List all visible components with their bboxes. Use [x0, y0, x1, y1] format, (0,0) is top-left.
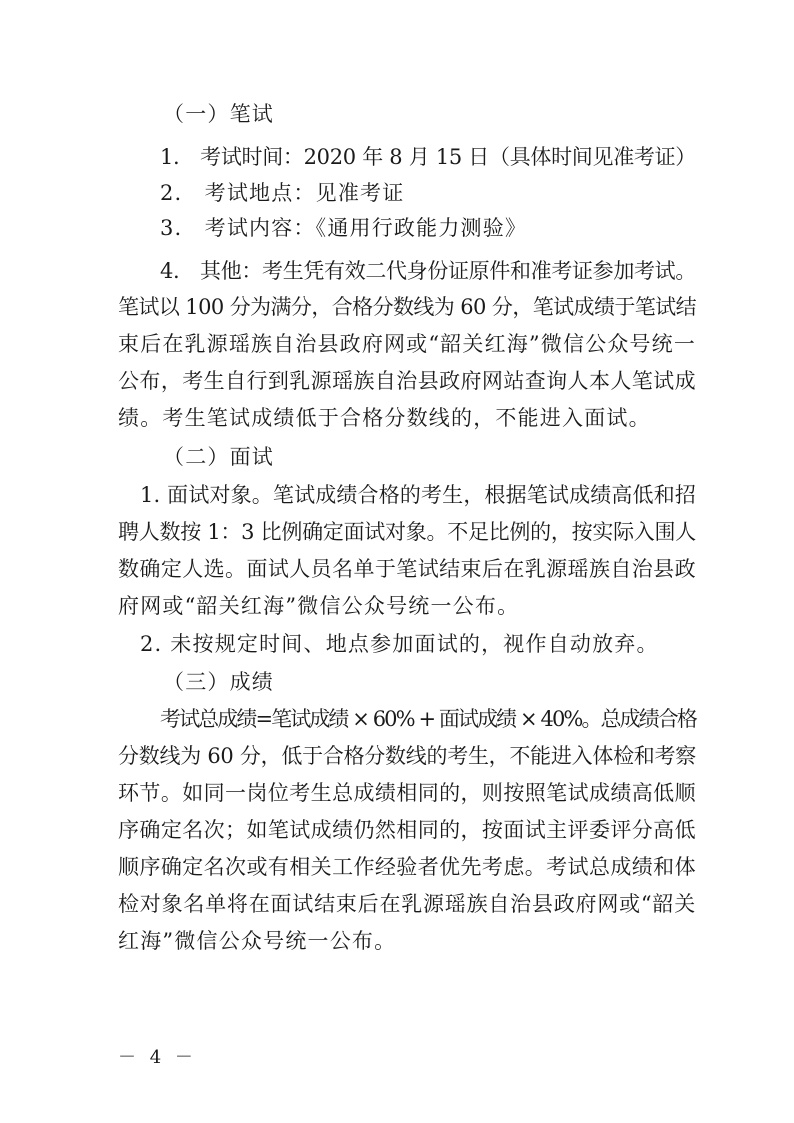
exam-time: 1. 考试时间：2020 年 8 月 15 日（具体时间见准考证）: [160, 145, 696, 169]
body-line: 公布，考生自行到乳源瑶族自治县政府网站查询人本人笔试成: [118, 369, 696, 393]
heading-written-exam: （一）笔试: [163, 102, 274, 126]
body-line: 绩。考生笔试成绩低于合格分数线的，不能进入面试。: [118, 406, 651, 430]
body-line: 分数线为 60 分，低于合格分数线的考生，不能进入体检和考察: [118, 744, 696, 768]
body-line: 顺序确定名次或有相关工作经验者优先考虑。考试总成绩和体: [118, 855, 696, 879]
exam-location: 2. 考试地点：见准考证: [160, 181, 405, 205]
body-line: 笔试以 100 分为满分，合格分数线为 60 分，笔试成绩于笔试结: [118, 295, 696, 319]
body-line: 束后在乳源瑶族自治县政府网或“韶关红海”微信公众号统一: [118, 332, 696, 356]
body-line: 红海”微信公众号统一公布。: [118, 929, 397, 953]
body-line: 数确定人选。面试人员名单于笔试结束后在乳源瑶族自治县政: [118, 557, 696, 581]
body-line: 检对象名单将在面试结束后在乳源瑶族自治县政府网或“韶关: [118, 892, 696, 916]
heading-interview: （二）面试: [163, 445, 274, 469]
body-line: 环节。如同一岗位考生总成绩相同的，则按照笔试成绩高低顺: [118, 781, 696, 805]
page-number: － 4 －: [118, 1047, 197, 1068]
interview-target: 1. 面试对象。笔试成绩合格的考生，根据笔试成绩高低和招: [140, 483, 696, 507]
exam-content: 3. 考试内容：《通用行政能力测验》: [160, 216, 528, 240]
score-formula: 考试总成绩=笔试成绩 × 60% + 面试成绩 × 40%。总成绩合格: [160, 707, 696, 731]
body-line: 府网或“韶关红海”微信公众号统一公布。: [118, 594, 520, 618]
heading-scores: （三）成绩: [163, 670, 274, 694]
body-line: 聘人数按 1：3 比例确定面试对象。不足比例的，按实际入围人: [118, 520, 696, 544]
body-line: 序确定名次；如笔试成绩仍然相同的，按面试主评委评分高低: [118, 818, 696, 842]
exam-other: 4. 其他：考生凭有效二代身份证原件和准考证参加考试。: [160, 259, 696, 283]
interview-absence: 2. 未按规定时间、地点参加面试的，视作自动放弃。: [140, 632, 659, 656]
